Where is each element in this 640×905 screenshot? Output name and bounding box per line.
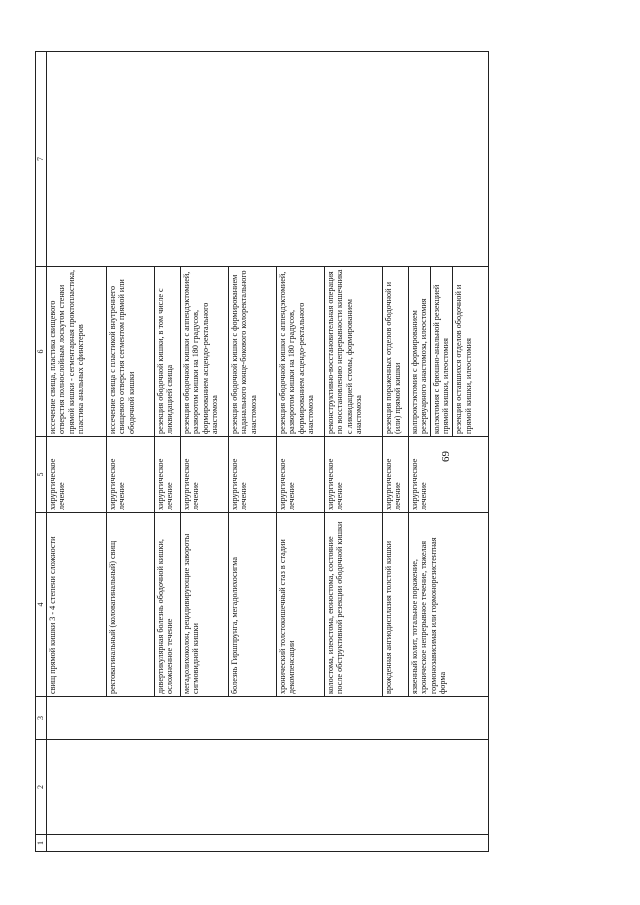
treatment-cell: хирургическое лечение — [324, 437, 382, 513]
method-item: колэктомия с брюшно-анальной резекцией прямой кишки, илеостомия — [430, 267, 452, 436]
treatment-cell: хирургическое лечение — [154, 437, 180, 513]
disease-cell: ректовагинальный (коловагинальный) свищ — [106, 513, 154, 697]
method-item: колпроктэктомия с формированием резервуарного анастомоза, илеостомия — [409, 298, 429, 434]
disease-cell: врожденная ангиодисплазия толстой кишки — [382, 513, 408, 697]
method-cell: реконструктивно-восстановительная операция по восстановлению непрерывности кишечника с ликвидацией стомы, формированием анастомоза — [324, 267, 382, 437]
column-number: 5 — [36, 437, 47, 513]
column-number: 2 — [36, 740, 47, 835]
treatment-cell: хирургическое лечение — [180, 437, 228, 513]
medical-procedures-table — [35, 51, 489, 852]
column-number-row — [36, 52, 47, 852]
method-item: резекция оставшихся отделов ободочной и прямой кишки, илеостомия — [452, 267, 474, 436]
treatment-cell: хирургическое лечение — [276, 437, 324, 513]
disease-cell: свищ прямой кишки 3 - 4 степени сложности — [46, 513, 106, 697]
method-cell: иссечение свища с пластикой внутреннего свищевого отверстия сегментом прямой или ободочной кишки — [106, 267, 154, 437]
column-number: 1 — [36, 835, 47, 852]
method-cell: иссечение свища, пластика свищевого отверстия полнослойным лоскутом стенки прямой кишки - сегментарная проктопластика, пластика анальных сфинктеров — [46, 267, 106, 437]
page-number: 69 — [440, 451, 452, 462]
disease-cell: болезнь Гиршпрунга, мегадолихосигма — [228, 513, 276, 697]
disease-cell: язвенный колит, тотальное поражение, хроническое непрерывное течение, тяжелая гормонозависимая или гормонорезистентная форма — [408, 513, 488, 697]
column-number: 7 — [36, 52, 47, 267]
cell-empty — [46, 697, 488, 740]
treatment-cell: хирургическое лечение — [106, 437, 154, 513]
treatment-cell: хирургическое лечение — [408, 437, 488, 513]
disease-cell: хронический толстокишечный стаз в стадии декомпенсации — [276, 513, 324, 697]
treatment-cell: хирургическое лечение — [382, 437, 408, 513]
disease-cell: колостома, илеостома, еюностома, состояние после обструктивной резекции ободочной кишки — [324, 513, 382, 697]
column-number: 4 — [36, 513, 47, 697]
table-row — [46, 52, 106, 852]
method-cell: резекция ободочной кишки, в том числе с ликвидацией свища — [154, 267, 180, 437]
cell-empty — [46, 835, 488, 852]
method-cell: резекция пораженных отделов ободочной и (или) прямой кишки — [382, 267, 408, 437]
treatment-cell: хирургическое лечение — [228, 437, 276, 513]
cell-empty — [46, 52, 488, 267]
disease-cell: мегадолихоколон, рецидивирующие завороты сигмовидной кишки — [180, 513, 228, 697]
cell-empty — [46, 740, 488, 835]
method-cell-group — [408, 267, 488, 437]
table-body — [46, 52, 488, 852]
column-number: 6 — [36, 267, 47, 437]
method-cell: резекция ободочной кишки с формированием наданального конце-бокового колоректального анастомоза — [228, 267, 276, 437]
method-cell: резекция ободочной кишки с аппендэктомией, разворотом кишки на 180 градусов, формированием асцендо-ректального анастомоза — [180, 267, 228, 437]
column-number: 3 — [36, 697, 47, 740]
disease-cell: дивертикулярная болезнь ободочной кишки, осложненное течение — [154, 513, 180, 697]
method-cell: резекция ободочной кишки с аппендэктомией, разворотом кишки на 180 градусов, формированием асцендо-ректального анастомоза — [276, 267, 324, 437]
treatment-cell: хирургическое лечение — [46, 437, 106, 513]
